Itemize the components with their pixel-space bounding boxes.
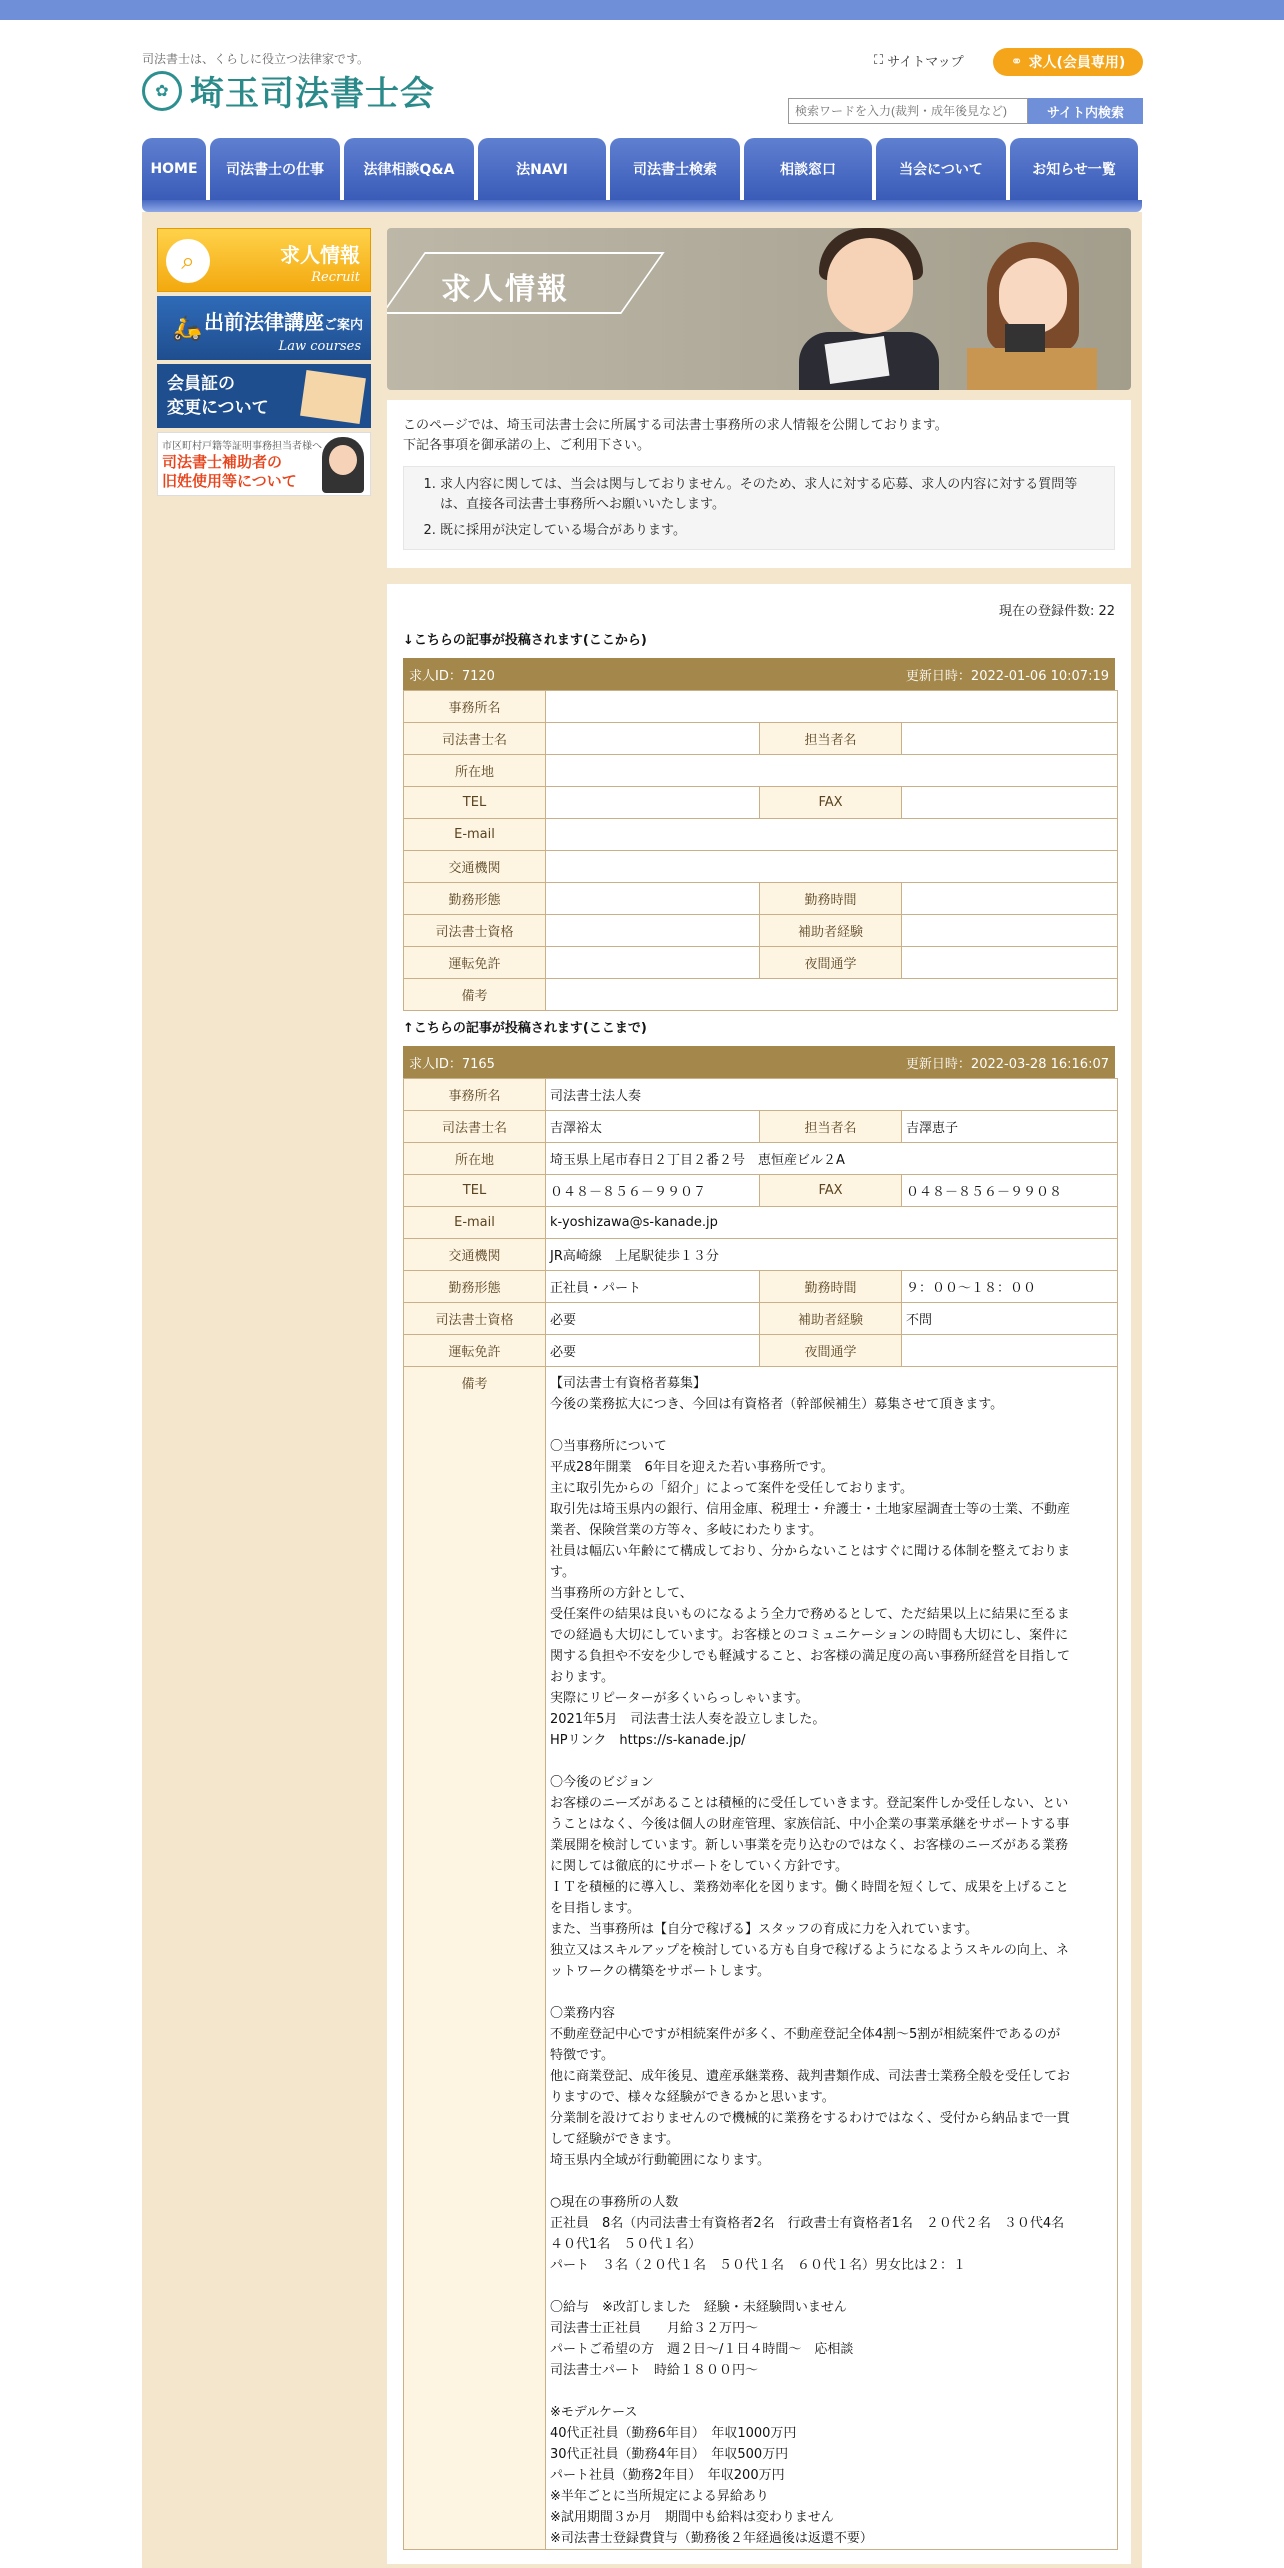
table-row [404,1175,1118,1207]
remarks-line: 〇給与 ※改訂しました 経験・未経験問いません [550,2300,847,2315]
label-scrivener: 司法書士名 [404,723,546,755]
label-qualification: 司法書士資格 [404,1303,546,1335]
remarks-line: 分業制を設けておりませんので機械的に業務をするわけではなく、受付から納品まで一貫 [550,2111,1070,2126]
site-search-button[interactable]: サイト内検索 [1028,98,1143,124]
table-row [404,883,1118,915]
logo-text: 埼玉司法書士会 [190,74,435,114]
remarks-line: 当事務所の方針として、 [550,1586,693,1601]
remarks-line [550,2381,1113,2402]
record-updated: 更新日時：2022-03-28 16:16:07 [905,1056,1109,1072]
remarks-line: 独立又はスキルアップを検討している方も自身で稼げるようになるようスキルの向上、ネ [550,1943,1069,1958]
remarks-line: 社員は幅広い年齢にて構成しており、分からないことはすぐに聞ける体制を整えておりま [550,1544,1071,1559]
banner-maiden-name[interactable] [157,432,371,496]
remarks-line: 30代正社員（勤務4年目） 年収500万円 [550,2447,789,2462]
table-row [404,1271,1118,1303]
remarks-line: ※半年ごとに当所規定による昇給あり [550,2489,769,2504]
remarks-line: 40代正社員（勤務6年目） 年収1000万円 [550,2426,797,2441]
remarks-line: ＩＴを積極的に導入し、業務効率化を図ります。働く時間を短くして、成果を上げること [550,1880,1069,1895]
value-office [546,691,1118,723]
top-accent-bar [0,0,1284,20]
woman-face [329,445,357,475]
value-contact: 吉澤恵子 [902,1111,1118,1143]
site-header [142,36,1142,136]
main-content [387,228,1131,2564]
nav-consultation[interactable]: 相談窓口 [744,138,872,200]
hero-title: 求人情報 [441,272,569,307]
table-row [404,1303,1118,1335]
value-tel: ０４８－８５６－９９０７ [546,1175,760,1207]
intro-line-1: このページでは、埼玉司法書士会に所属する司法書士事務所の求人情報を公開しております。 [403,418,948,433]
value-license [546,947,760,979]
sitemap-label: サイトマップ [887,55,964,70]
label-remarks: 備考 [404,1367,546,2550]
sidebar [157,228,371,500]
value-employment [546,883,760,915]
remarks-line: 他に商業登記、成年後見、遺産承継業務、裁判書類作成、司法書士業務全般を受任してお [550,2069,1071,2084]
remarks-line: パート社員（勤務2年目） 年収200万円 [550,2468,785,2483]
banner-maiden-name-line1: 司法書士補助者の [162,453,283,471]
banner-recruit[interactable] [157,228,371,292]
site-logo[interactable] [142,66,435,115]
value-email: k-yoshizawa@s-kanade.jp [546,1207,1118,1239]
table-row [404,755,1118,787]
remarks-line: ※司法書士登録費貸与（勤務後２年経過後は返還不要） [550,2531,873,2546]
remarks-line: 業展開を検討しています。新しい事業を売り込むのではなく、お客様のニーズがある業務 [550,1838,1069,1853]
intro-box [387,400,1131,568]
remarks-line: 取引先は埼玉県内の銀行、信用金庫、税理士・弁護士・土地家屋調査士等の士業、不動産 [550,1502,1071,1517]
remarks-line: パート ３名（２０代１名 ５０代１名 ６０代１名）男女比は２：１ [550,2258,967,2273]
remarks-line: して経験ができます。 [550,2132,679,2147]
remarks-line: 【司法書士有資格者募集】 [550,1376,707,1391]
table-row [404,819,1118,851]
label-address: 所在地 [404,1143,546,1175]
label-tel: TEL [404,1175,546,1207]
remarks-line [550,1982,1113,2003]
remarks-line: に関しては徹底的にサポートをしていく方針です。 [550,1859,848,1874]
label-fax: FAX [760,787,902,819]
main-nav [142,138,1142,200]
table-row [404,787,1118,819]
notice-list [403,466,1115,550]
banner-recruit-title: 求人情報 [280,243,360,267]
laptop-illustration [1005,324,1045,352]
label-transit: 交通機関 [404,851,546,883]
banner-recruit-sub: Recruit [311,270,360,285]
remarks-line: 関する負担や不安を少しでも軽減すること、お客様の満足度の高い事務所経営を目指して [550,1649,1071,1664]
hero-banner [387,228,1131,390]
record-header [403,1046,1115,1078]
remarks-line: ○現在の事務所の人数 [550,2195,679,2210]
remarks-line: りますので、様々な経験ができるかと思います。 [550,2090,835,2105]
remarks-line: 業者、保険営業の方等々、多岐にわたります。 [550,1523,822,1538]
remarks-line: うことはなく、今後は個人の財産管理、家族信託、中小企業の事業承継をサポートする事 [550,1817,1070,1832]
table-row [404,915,1118,947]
remarks-line [550,1751,1113,1772]
remarks-line [550,1415,1113,1436]
intro-line-2: 下記各事項を御承諾の上、ご利用下さい。 [403,438,651,453]
record-header [403,658,1115,690]
site-tagline: 司法書士は、くらしに役立つ法律家です。 [142,52,370,66]
value-hours [902,883,1118,915]
remarks-line: 特徴です。 [550,2048,614,2063]
banner-law-courses-title [204,306,363,335]
label-employment: 勤務形態 [404,1271,546,1303]
banner-law-courses[interactable] [157,296,371,360]
remarks-line: 受任案件の結果は良いものになるよう全力で務めるとして、ただ結果以上に結果に至るま [550,1607,1070,1622]
table-row [404,691,1118,723]
magnifier-person-icon: ⌕ [166,239,210,283]
value-tel [546,787,760,819]
remarks-line [550,2171,1113,2192]
remarks-line: 実際にリピーターが多くいらっしゃいます。 [550,1691,809,1706]
banner-maiden-name-text [162,453,297,491]
value-email [546,819,1118,851]
remarks-line: お客様のニーズがあることは積極的に受任していきます。登記案件しか受任しない、とい [550,1796,1069,1811]
banner-law-courses-title-small: ご案内 [323,318,363,333]
logo-emblem-icon: ✿ [142,71,182,111]
link-icon: ⚭ [1010,54,1023,70]
member-card-icon [300,370,366,424]
remarks-line: 司法書士パート 時給１８００円～ [550,2363,759,2378]
banner-member-card[interactable] [157,364,371,428]
label-contact: 担当者名 [760,1111,902,1143]
table-row [404,1367,1118,2550]
remarks-line: ットワークの構築をサポートします。 [550,1964,770,1979]
remarks-line: す。 [550,1565,575,1580]
banner-member-card-text [167,372,269,420]
value-transit [546,851,1118,883]
label-email: E-mail [404,819,546,851]
remarks-line: 正社員 8名（内司法書士有資格者2名 行政書士有資格者1名 ２０代２名 ３０代4名 [550,2216,1065,2231]
label-fax: FAX [760,1175,902,1207]
value-remarks [546,1367,1118,2550]
banner-maiden-name-line2: 旧姓使用等について [162,472,297,490]
remarks-line: HPリンク https://s-kanade.jp/ [550,1733,746,1748]
banner-law-courses-title-main: 出前法律講座 [203,310,324,334]
table-row [404,1079,1118,1111]
sitemap-link[interactable] [874,51,964,70]
table-row [404,947,1118,979]
sitemap-icon: ⛶ [874,53,884,68]
label-email: E-mail [404,1207,546,1239]
post-end-marker: ↑こちらの記事が投稿されます(ここまで) [403,1021,647,1036]
remarks-line: 〇業務内容 [550,2006,616,2021]
record-id: 求人ID：7165 [409,1056,495,1072]
value-scrivener [546,723,760,755]
value-address: 埼玉県上尾市春日２丁目２番２号 恵恒産ビル２A [546,1143,1118,1175]
banner-maiden-name-small: 市区町村戸籍等証明事務担当者様へ [162,441,322,452]
value-office: 司法書士法人奏 [546,1079,1118,1111]
value-fax [902,787,1118,819]
table-row [404,723,1118,755]
scooter-icon: 🛵 [172,314,202,342]
value-qualification [546,915,760,947]
notice-item: 1. 求人内容に関しては、当会は関与しておりません。そのため、求人に対する応募、求人の内容に対する質問等は、直接各司法書士事務所へお願いいたします。 [440,475,1100,515]
nav-news[interactable]: お知らせ一覧 [1010,138,1138,200]
table-row [404,1207,1118,1239]
remarks-line: 埼玉県内全域が行動範囲になります。 [550,2153,770,2168]
nav-law-navi[interactable]: 法NAVI [478,138,606,200]
remarks-line: 〇当事務所について [550,1439,667,1454]
label-license: 運転免許 [404,947,546,979]
label-scrivener: 司法書士名 [404,1111,546,1143]
nav-scrivener-search[interactable]: 司法書士検索 [610,138,740,200]
remarks-line: また、当事務所は【自分で稼げる】スタッフの育成に力を入れています。 [550,1922,978,1937]
value-night [902,1335,1118,1367]
remarks-line: パートご希望の方 週２日～/１日４時間～ 応相談 [550,2342,854,2357]
table-row [404,851,1118,883]
label-hours: 勤務時間 [760,1271,902,1303]
label-transit: 交通機関 [404,1239,546,1271]
remarks-line: での経過も大切にしています。お客様とのコミュニケーションの時間も大切にし、案件に [550,1628,1069,1643]
table-row [404,1335,1118,1367]
value-hours: ９：００～１８：００ [902,1271,1118,1303]
member-recruit-button[interactable] [993,48,1143,76]
remarks-line: 不動産登記中心ですが相続案件が多く、不動産登記全体4割～5割が相続案件であるのが [550,2027,1061,2042]
remarks-line: ※試用期間３か月 期間中も給料は変わりません [550,2510,834,2525]
remarks-text [550,1373,1113,2549]
value-contact [902,723,1118,755]
label-employment: 勤務形態 [404,883,546,915]
label-assistant: 補助者経験 [760,1303,902,1335]
remarks-line: 主に取引先からの「紹介」によって案件を受任しております。 [550,1481,913,1496]
banner-law-courses-sub: Law courses [278,339,361,354]
remarks-line: 平成28年開業 6年目を迎えた若い事務所です。 [550,1460,834,1475]
record-id: 求人ID：7120 [409,668,495,684]
label-tel: TEL [404,787,546,819]
label-night: 夜間通学 [760,947,902,979]
remarks-line: を目指します。 [550,1901,640,1916]
member-recruit-label: 求人(会員専用) [1028,55,1126,71]
banner-member-card-line2: 変更について [167,398,269,418]
table-row [404,1111,1118,1143]
banner-member-card-line1: 会員証の [167,374,235,394]
remarks-line: ※モデルケース [550,2405,638,2420]
label-office: 事務所名 [404,1079,546,1111]
label-office: 事務所名 [404,691,546,723]
remarks-line: 〇今後のビジョン [550,1775,654,1790]
record-table [403,1078,1118,2550]
remarks-line: おります。 [550,1670,614,1685]
table-row [404,979,1118,1011]
value-assistant [902,915,1118,947]
label-contact: 担当者名 [760,723,902,755]
desk-illustration [967,348,1097,390]
label-night: 夜間通学 [760,1335,902,1367]
value-employment: 正社員・パート [546,1271,760,1303]
nav-about[interactable]: 当会について [876,138,1006,200]
label-hours: 勤務時間 [760,883,902,915]
value-qualification: 必要 [546,1303,760,1335]
nav-home[interactable]: HOME [142,138,206,200]
table-row [404,1239,1118,1271]
label-address: 所在地 [404,755,546,787]
record-table [403,690,1118,1011]
value-fax: ０４８－８５６－９９０８ [902,1175,1118,1207]
value-remarks [546,979,1118,1011]
label-qualification: 司法書士資格 [404,915,546,947]
document-illustration [825,336,890,384]
record-updated: 更新日時：2022-01-06 10:07:19 [905,668,1109,684]
value-night [902,947,1118,979]
label-license: 運転免許 [404,1335,546,1367]
value-transit: JR高崎線 上尾駅徒歩１３分 [546,1239,1118,1271]
nav-legal-qa[interactable]: 法律相談Q&A [344,138,474,200]
nav-scrivener-work[interactable]: 司法書士の仕事 [210,138,340,200]
listing-box [387,584,1131,2564]
value-assistant: 不問 [902,1303,1118,1335]
value-license: 必要 [546,1335,760,1367]
notice-item: 2. 既に採用が決定している場合があります。 [440,521,1100,541]
remarks-line: 今後の業務拡大につき、今回は有資格者（幹部候補生）募集させて頂きます。 [550,1397,1004,1412]
remarks-line [550,2276,1113,2297]
site-search-input[interactable] [788,98,1028,124]
post-start-marker: ↓こちらの記事が投稿されます(ここから) [403,633,647,648]
woman-illustration-face [999,258,1067,334]
value-address [546,755,1118,787]
value-scrivener: 吉澤裕太 [546,1111,760,1143]
remarks-line: 司法書士正社員 月給３２万円～ [550,2321,759,2336]
remarks-line: ４０代1名 ５０代１名） [550,2237,702,2252]
table-row [404,1143,1118,1175]
label-remarks: 備考 [404,979,546,1011]
remarks-line: 2021年5月 司法書士法人奏を設立しました。 [550,1712,826,1727]
label-assistant: 補助者経験 [760,915,902,947]
man-illustration-face [827,238,913,334]
registration-count: 現在の登録件数: 22 [998,604,1115,619]
